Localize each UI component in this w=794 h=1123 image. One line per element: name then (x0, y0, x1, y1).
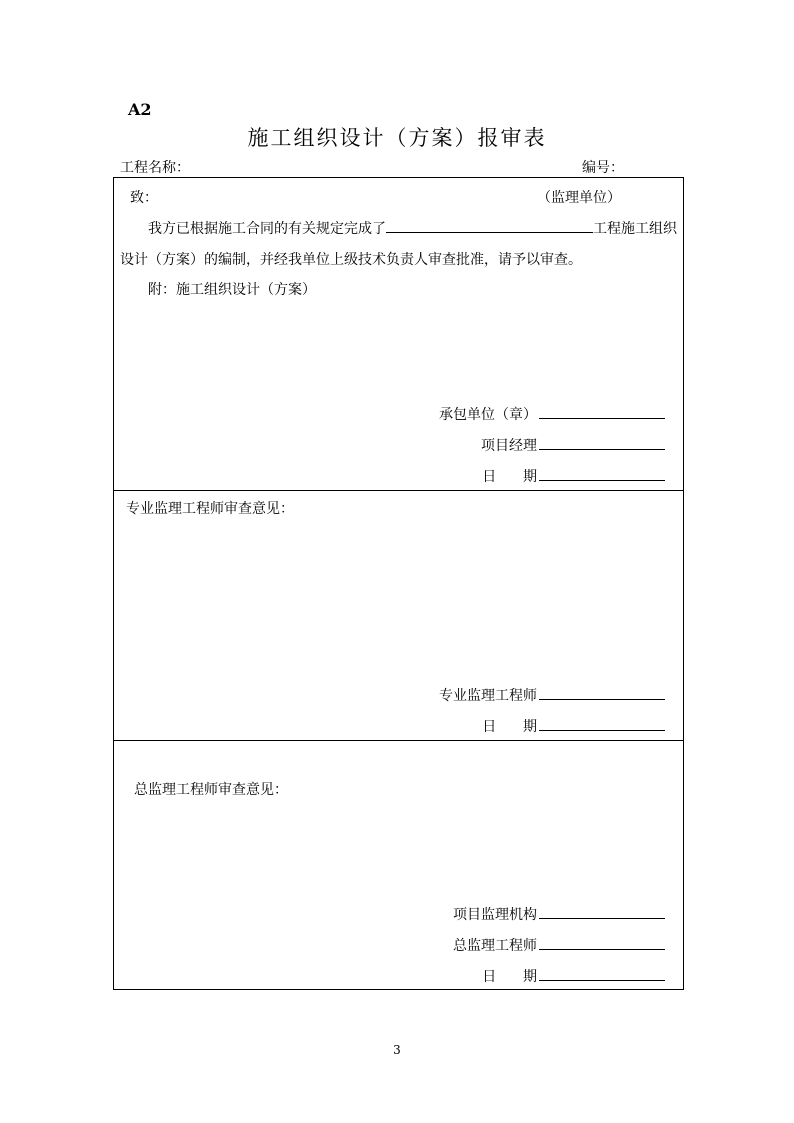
project-name-label: 工程名称： (120, 160, 190, 176)
page-number: 3 (393, 1043, 401, 1057)
contractor-signature-line[interactable] (539, 404, 665, 419)
project-manager-signature-row (481, 435, 665, 455)
specialist-engineer-label: 专业监理工程师 (439, 688, 537, 704)
specialist-review-heading: 专业监理工程师审查意见： (126, 501, 294, 517)
form-table (113, 177, 684, 990)
section-divider-1 (114, 490, 683, 491)
to-label: 致： (130, 190, 158, 206)
request-text-line2: 设计（方案）的编制，并经我单位上级技术负责人审查批准，请予以审查。 (120, 252, 582, 268)
organization-signature-row (453, 904, 665, 924)
chief-engineer-label: 总监理工程师 (453, 938, 537, 954)
form-code: A2 (128, 100, 152, 119)
project-manager-label: 项目经理 (481, 438, 537, 454)
supervisor-unit-label: （监理单位） (537, 190, 621, 206)
specialist-engineer-signature-row (439, 685, 665, 705)
project-name-blank[interactable] (386, 218, 593, 233)
date-row-1 (482, 466, 665, 486)
date-line-3[interactable] (539, 966, 665, 981)
date-row-3 (482, 966, 665, 986)
date-line-1[interactable] (539, 466, 665, 481)
date-label-2: 日 期 (482, 719, 537, 735)
chief-review-heading: 总监理工程师审查意见： (134, 782, 288, 798)
number-label: 编号： (582, 160, 624, 176)
section-divider-2 (114, 740, 683, 741)
date-line-2[interactable] (539, 716, 665, 731)
date-label-1: 日 期 (482, 469, 537, 485)
attachment-label: 附：施工组织设计（方案） (148, 282, 316, 298)
request-text-prefix: 我方已根据施工合同的有关规定完成了 (148, 221, 386, 237)
specialist-engineer-signature-line[interactable] (539, 685, 665, 700)
request-text-suffix: 工程施工组织 (593, 221, 677, 237)
request-text-line1 (148, 218, 677, 238)
contractor-signature-row (439, 404, 665, 424)
contractor-label: 承包单位（章） (439, 407, 537, 423)
page-title: 施工组织设计（方案）报审表 (247, 126, 547, 150)
date-row-2 (482, 716, 665, 736)
chief-engineer-signature-line[interactable] (539, 935, 665, 950)
chief-engineer-signature-row (453, 935, 665, 955)
date-label-3: 日 期 (482, 969, 537, 985)
organization-signature-line[interactable] (539, 904, 665, 919)
project-manager-signature-line[interactable] (539, 435, 665, 450)
organization-label: 项目监理机构 (453, 907, 537, 923)
